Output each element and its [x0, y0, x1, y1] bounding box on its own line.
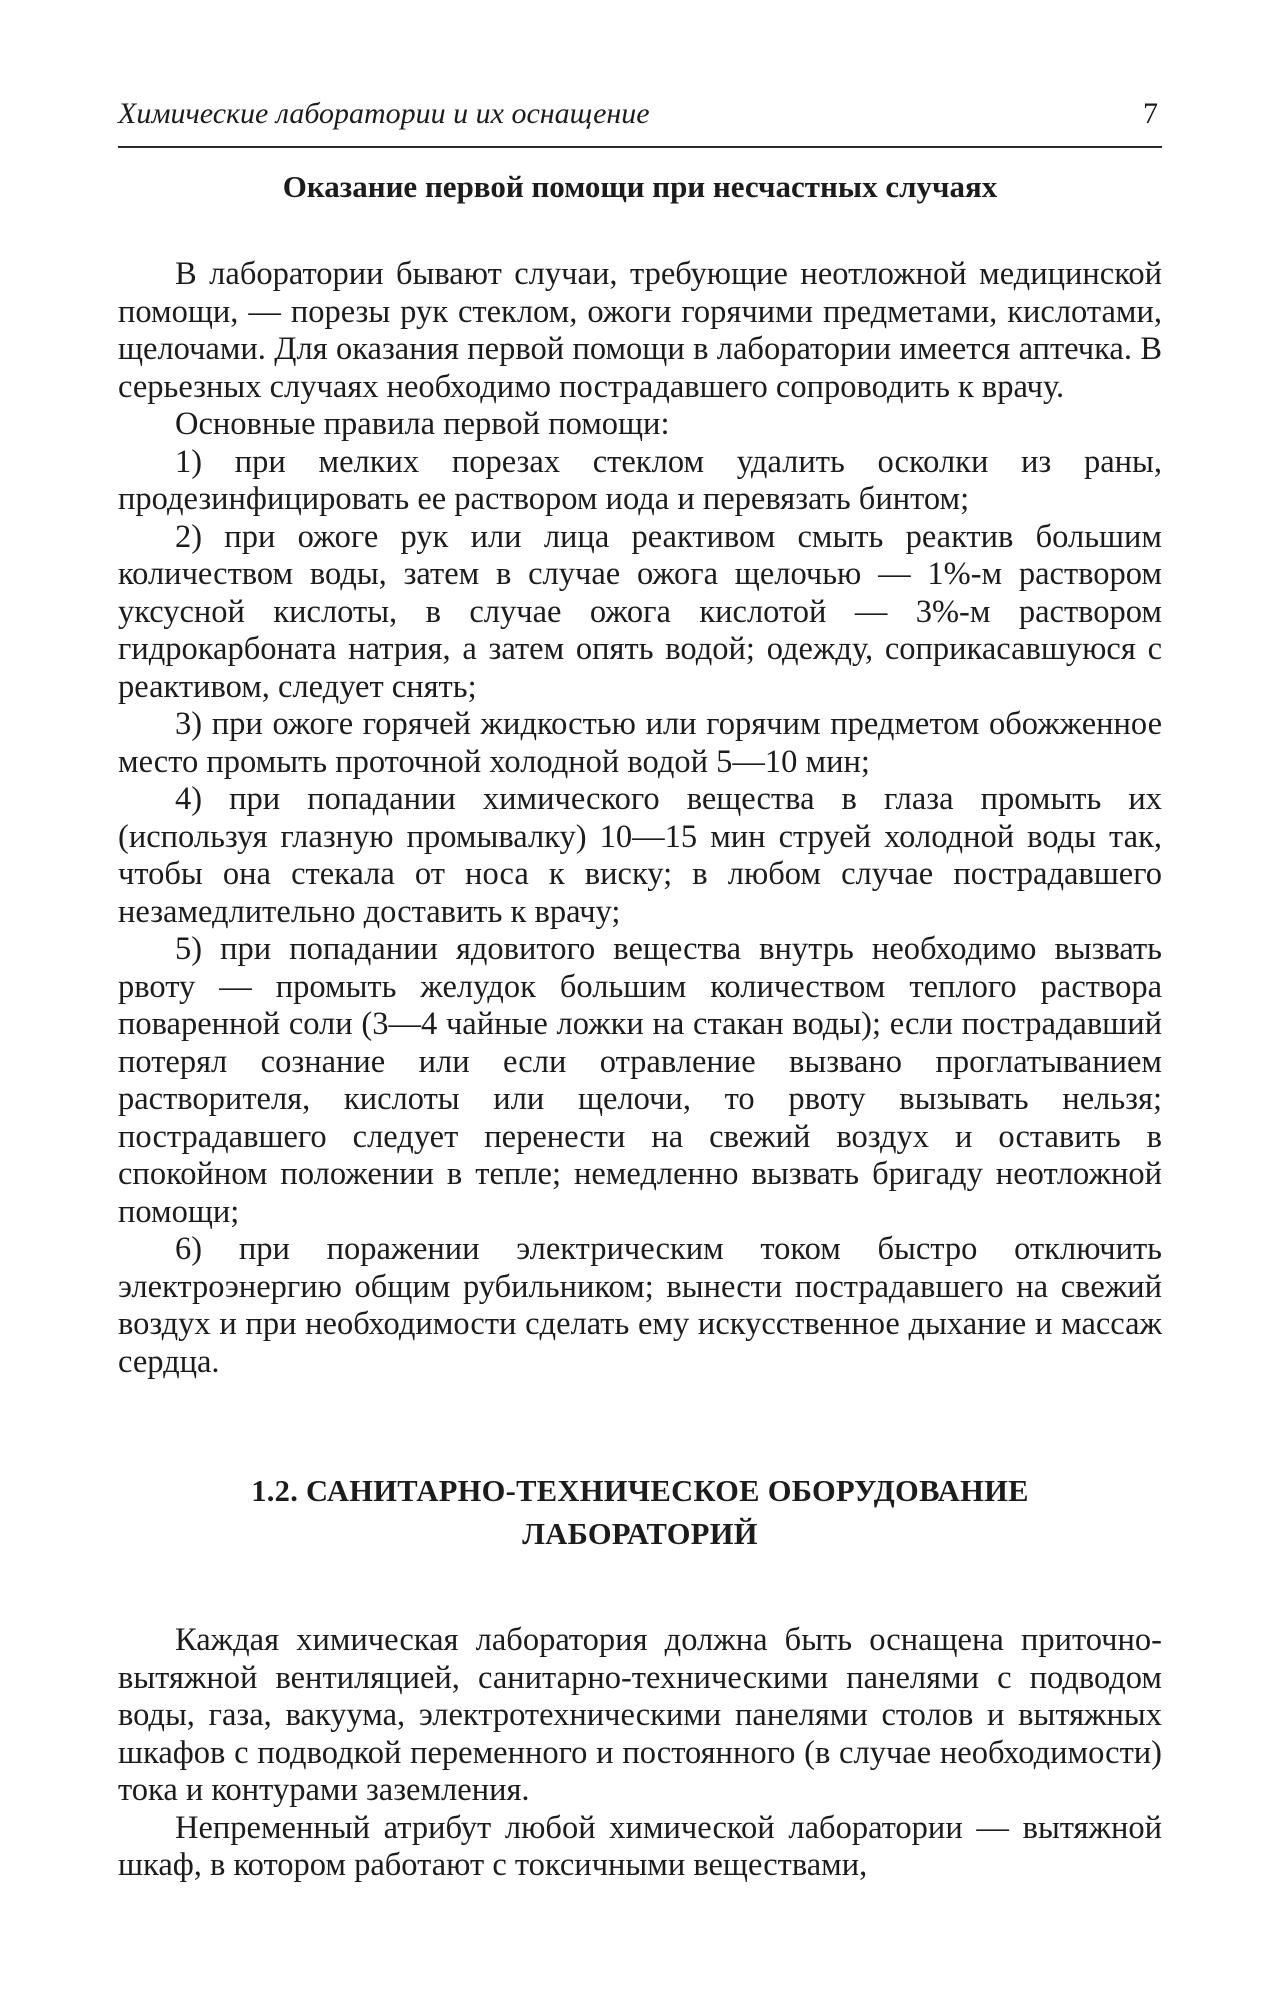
section-title: Оказание первой помощи при несчастных случаях	[282, 169, 998, 204]
running-title: Химические лаборатории и их оснащение	[118, 97, 650, 130]
running-header	[118, 94, 1162, 134]
chapter-heading-line: 1.2. САНИТАРНО-ТЕХНИЧЕСКОЕ ОБОРУДОВАНИЕ	[251, 1474, 1029, 1508]
list-item: 4) при попадании химического вещества в глаза промыть их (используя глазную промывалку) 10—15 мин струей холодной воды так, чтобы она стекала от носа к виску; в любом случае пострадавшего незамедлительно доставить к врачу;	[118, 781, 1162, 930]
list-item: 6) при поражении электрическим током быстро отключить электроэнергию общим рубильником; вынести пострадавшего на свежий воздух и при необходимости сделать ему искусственное дыхание и массаж сердца.	[118, 1231, 1162, 1380]
chapter-heading	[118, 1470, 1162, 1556]
list-item: 2) при ожоге рук или лица реактивом смыть реактив большим количеством воды, затем в случае ожога щелочью — 1%-м раствором уксусной кислоты, в случае ожога кислотой — 3%-м раствором гидрокарбоната натрия, а затем опять водой; одежду, соприкасавшуюся с реактивом, следует снять;	[118, 518, 1162, 705]
chapter-text	[118, 1622, 1162, 1885]
first-aid-text	[118, 256, 1162, 1381]
paragraph: Непременный атрибут любой химической лаборатории — вытяжной шкаф, в котором работают с токсичными веществами,	[118, 1809, 1162, 1883]
list-item: 5) при попадании ядовитого вещества внутрь необходимо вызвать рвоту — промыть желудок большим количеством теплого раствора поваренной соли (3—4 чайные ложки на стакан воды); если пострадавший потерял сознание или если отравление вызвано проглатыванием растворителя, кислоты или щелочи, то рвоту вызывать нельзя; пострадавшего следует перенести на свежий воздух и оставить в спокойном положении в тепле; немедленно вызвать бригаду неотложной помощи;	[118, 931, 1162, 1230]
paragraph: Каждая химическая лаборатория должна быть оснащена приточно-вытяжной вентиляцией, санитарно-техническими панелями с подводом воды, газа, вакуума, электротехническими панелями столов и вытяжных шкафов с подводкой переменного и постоянного (в случае необходимости) тока и контурами заземления.	[118, 1622, 1162, 1808]
list-item: 1) при мелких порезах стеклом удалить осколки из раны, продезинфицировать ее раствором иода и перевязать бинтом;	[118, 443, 1162, 517]
header-divider	[118, 146, 1162, 148]
paragraph: Основные правила первой помощи:	[175, 406, 670, 442]
list-item: 3) при ожоге горячей жидкостью или горячим предметом обожженное место промыть проточной холодной водой 5—10 мин;	[118, 706, 1162, 780]
paragraph: В лаборатории бывают случаи, требующие неотложной медицинской помощи, — порезы рук стеклом, ожоги горячими предметами, кислотами, щелочами. Для оказания первой помощи в лаборатории имеется аптечка. В серьезных случаях необходимо пострадавшего сопроводить к врачу.	[118, 256, 1162, 405]
page-number: 7	[1143, 97, 1158, 130]
chapter-heading-line: ЛАБОРАТОРИЙ	[522, 1517, 758, 1551]
